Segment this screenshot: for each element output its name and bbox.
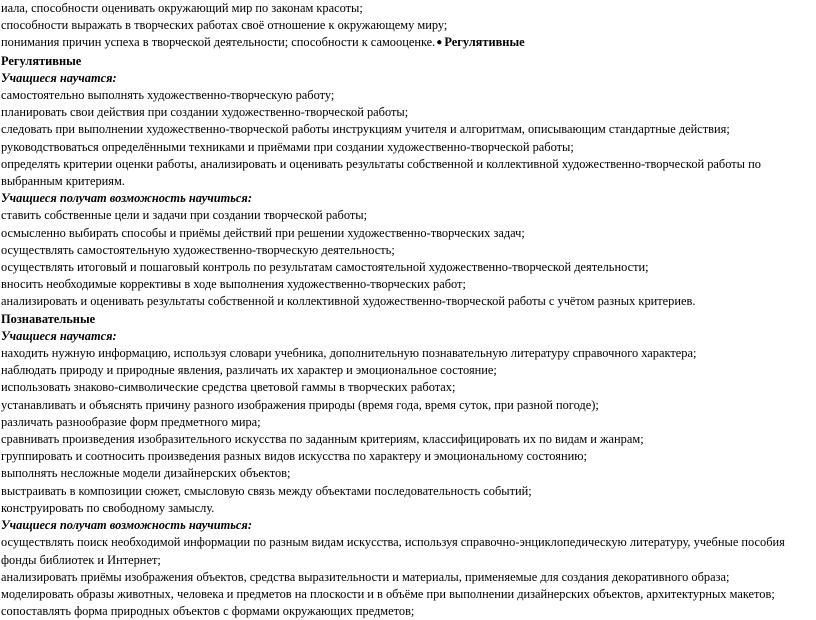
inline-heading: Регулятивные [444, 35, 525, 50]
list-item: осуществлять самостоятельную художественно-творческую деятельность; [1, 242, 395, 257]
list-item: сравнивать произведения изобразительного искусства по заданным критериям, классифицировать их по видам и жанрам; [1, 432, 644, 447]
list-item: наблюдать природу и природные явления, различать их характер и эмоциональное состояние; [1, 363, 497, 378]
text-line: иала, способности оценивать окружающий мир по законам красоты; [1, 1, 363, 15]
list-item: анализировать приёмы изображения объектов, средства выразительности и материалы, применяемые для создания декоративного образа; [1, 569, 730, 584]
list-item: планировать свои действия при создании художественно-творческой работы; [1, 105, 409, 120]
list-regulatory-opportunity [1, 207, 814, 310]
list-item: находить нужную информацию, используя словари учебника, дополнительную познавательную литературу справочного характера; [1, 346, 697, 361]
list-item: группировать и соотносить произведения разных видов искусства по характеру и эмоциональному состоянию; [1, 449, 587, 464]
bullet-icon: ● [436, 37, 443, 49]
text-line: способности выражать в творческих работах своё отношение к окружающему миру; [1, 18, 448, 33]
list-cognitive-learn [1, 345, 814, 517]
list-item: осмысленно выбирать способы и приёмы действий при решении художественно-творческих задач; [1, 225, 525, 240]
list-item: руководствоваться определёнными техниками и приёмами при создании художественно-творческой работы; [1, 139, 574, 154]
list-item: конструировать по свободному замыслу. [1, 500, 215, 515]
list-item: выполнять несложные модели дизайнерских объектов; [1, 466, 291, 481]
list-item: выстраивать в композиции сюжет, смысловую связь между объектами последовательность событий; [1, 483, 532, 498]
list-item: осуществлять итоговый и пошаговый контроль по результатам самостоятельной художественно-творческой деятельности; [1, 260, 649, 275]
text-line [1, 34, 814, 52]
list-item: устанавливать и объяснять причину разного изображения природы (время года, время суток, при разной погоде); [1, 397, 599, 412]
text-fragment: понимания причин успеха в творческой деятельности; способности к самооценке. [1, 35, 436, 50]
subheading-will-learn: Учащиеся научатся: [1, 328, 117, 343]
section-heading-cognitive: Познавательные [1, 311, 96, 326]
list-item: различать разнообразие форм предметного мира; [1, 414, 261, 429]
list-item: осуществлять поиск необходимой информации по разным видам искусства, используя справочно-энциклопедическую литературу, учебные пособия фонды библиотек и Интернет; [1, 535, 785, 567]
subheading-opportunity: Учащиеся получат возможность научиться: [1, 191, 252, 206]
subheading-will-learn: Учащиеся научатся: [1, 70, 117, 85]
list-cognitive-opportunity [1, 534, 814, 620]
list-item: использовать знаково-символические средства цветовой гаммы в творческих работах; [1, 380, 456, 395]
list-item: моделировать образы животных, человека и предметов на плоскости и в объёме при выполнении дизайнерских объектов, архитектурных макетов; [1, 586, 775, 601]
list-item: ставить собственные цели и задачи при создании творческой работы; [1, 208, 368, 223]
list-regulatory-learn [1, 87, 814, 190]
list-item: самостоятельно выполнять художественно-творческую работу; [1, 88, 335, 103]
list-item: вносить необходимые коррективы в ходе выполнения художественно-творческих работ; [1, 277, 466, 292]
subheading-opportunity: Учащиеся получат возможность научиться: [1, 518, 252, 533]
list-item: анализировать и оценивать результаты собственной и коллективной художественно-творческой работы с учётом разных критериев. [1, 294, 696, 309]
list-item: определять критерии оценки работы, анализировать и оценивать результаты собственной и коллективной художественно-творческой работы по выбранным критериям. [1, 156, 761, 189]
section-heading-regulatory: Регулятивные [1, 53, 82, 68]
list-item: следовать при выполнении художественно-творческой работы инструкциям учителя и алгоритмам, описывающим стандартные действия; [1, 122, 730, 137]
list-item: сопоставлять форма природных объектов с формами окружающих предметов; [1, 604, 415, 619]
